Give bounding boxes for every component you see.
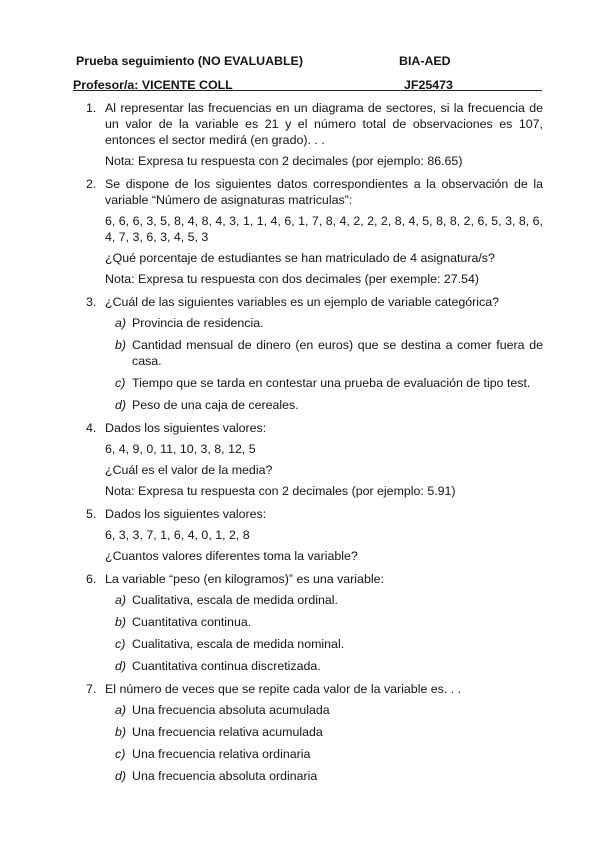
option-b xyxy=(105,724,543,740)
header-divider xyxy=(73,90,542,91)
option-letter: b) xyxy=(115,615,127,629)
option-c xyxy=(105,375,543,391)
option-letter: d) xyxy=(115,659,127,673)
question-prompt: ¿Cuál es el valor de la media? xyxy=(105,463,273,477)
question-7 xyxy=(0,681,614,784)
option-list xyxy=(105,592,543,674)
teacher-name: Profesor/a: VICENTE COLL xyxy=(73,78,233,92)
question-text: Dados los siguientes valores: xyxy=(105,507,267,521)
question-prompt: ¿Qué porcentaje de estudiantes se han matriculado de 4 asignatura/s? xyxy=(105,251,495,265)
option-a xyxy=(105,592,543,608)
question-2 xyxy=(0,176,614,287)
question-prompt: ¿Cuantos valores diferentes toma la variable? xyxy=(105,549,358,563)
question-number: 1. xyxy=(86,101,97,115)
question-data: 6, 6, 6, 3, 5, 8, 4, 8, 4, 3, 1, 1, 4, 6, 1, 7, 8, 4, 2, 2, 2, 8, 4, 5, 8, 8, 2, 6, 5, 3, 8, 6, 4, 7, 3, 6, 3, 4, 5, 3 xyxy=(105,214,543,244)
option-text: Una frecuencia absoluta acumulada xyxy=(132,703,330,717)
question-number: 7. xyxy=(86,682,97,696)
option-text: Provincia de residencia. xyxy=(132,316,264,330)
option-letter: b) xyxy=(115,725,127,739)
question-note: Nota: Expresa tu respuesta con dos decimales (per exemple: 27.54) xyxy=(105,272,479,286)
option-text: Cualitativa, escala de medida ordinal. xyxy=(132,593,338,607)
question-text: El número de veces que se repite cada valor de la variable es. . . xyxy=(105,682,462,696)
option-list xyxy=(105,702,543,784)
option-letter: a) xyxy=(115,316,127,330)
option-text: Cuantitativa continua. xyxy=(132,615,252,629)
question-note: Nota: Expresa tu respuesta con 2 decimales (por ejemplo: 86.65) xyxy=(105,154,463,168)
question-text: La variable “peso (en kilogramos)” es una variable: xyxy=(105,572,384,586)
question-list xyxy=(0,100,614,791)
option-text: Una frecuencia relativa acumulada xyxy=(132,725,323,739)
option-d xyxy=(105,658,543,674)
question-1 xyxy=(0,100,614,169)
option-letter: c) xyxy=(115,747,126,761)
question-text: ¿Cuál de las siguientes variables es un ejemplo de variable categórica? xyxy=(105,295,499,309)
option-text: Una frecuencia absoluta ordinaria xyxy=(132,769,318,783)
question-number: 3. xyxy=(86,295,97,309)
option-letter: d) xyxy=(115,398,127,412)
exam-title: Prueba seguimiento (NO EVALUABLE) xyxy=(76,54,303,68)
question-number: 2. xyxy=(86,177,97,191)
option-a xyxy=(105,315,543,331)
option-b xyxy=(105,337,543,369)
question-data: 6, 4, 9, 0, 11, 10, 3, 8, 12, 5 xyxy=(105,442,256,456)
option-text: Cuantitativa continua discretizada. xyxy=(132,659,321,673)
option-d xyxy=(105,397,543,413)
option-letter: b) xyxy=(115,338,127,352)
option-list xyxy=(105,315,543,413)
question-4 xyxy=(0,420,614,499)
option-c xyxy=(105,636,543,652)
question-number: 5. xyxy=(86,507,97,521)
option-text: Peso de una caja de cereales. xyxy=(132,398,299,412)
option-letter: c) xyxy=(115,376,126,390)
option-letter: d) xyxy=(115,769,127,783)
question-number: 6. xyxy=(86,572,97,586)
option-letter: c) xyxy=(115,637,126,651)
option-b xyxy=(105,614,543,630)
option-text: Tiempo que se tarda en contestar una prueba de evaluación de tipo test. xyxy=(132,376,531,390)
question-text: Dados los siguientes valores: xyxy=(105,421,267,435)
question-text: Al representar las frecuencias en un diagrama de sectores, si la frecuencia de un valor de la variable es 21 y el número total de observaciones es 107, entonces el sector medirá (en grado). . . xyxy=(105,101,543,147)
option-c xyxy=(105,746,543,762)
course-code: BIA-AED xyxy=(399,54,451,68)
question-data: 6, 3, 3, 7, 1, 6, 4, 0, 1, 2, 8 xyxy=(105,528,250,542)
option-text: Una frecuencia relativa ordinaria xyxy=(132,747,311,761)
option-text: Cualitativa, escala de medida nominal. xyxy=(132,637,345,651)
option-a xyxy=(105,702,543,718)
question-5 xyxy=(0,506,614,564)
option-d xyxy=(105,768,543,784)
option-letter: a) xyxy=(115,593,127,607)
question-number: 4. xyxy=(86,421,97,435)
question-3 xyxy=(0,294,614,413)
question-text: Se dispone de los siguientes datos correspondientes a la observación de la variable “Número de asignaturas matriculas”: xyxy=(105,177,543,207)
option-letter: a) xyxy=(115,703,127,717)
option-text: Cantidad mensual de dinero (en euros) que se destina a comer fuera de casa. xyxy=(132,338,543,368)
question-6 xyxy=(0,571,614,674)
exam-id: JF25473 xyxy=(404,78,453,92)
question-note: Nota: Expresa tu respuesta con 2 decimales (por ejemplo: 5.91) xyxy=(105,484,456,498)
